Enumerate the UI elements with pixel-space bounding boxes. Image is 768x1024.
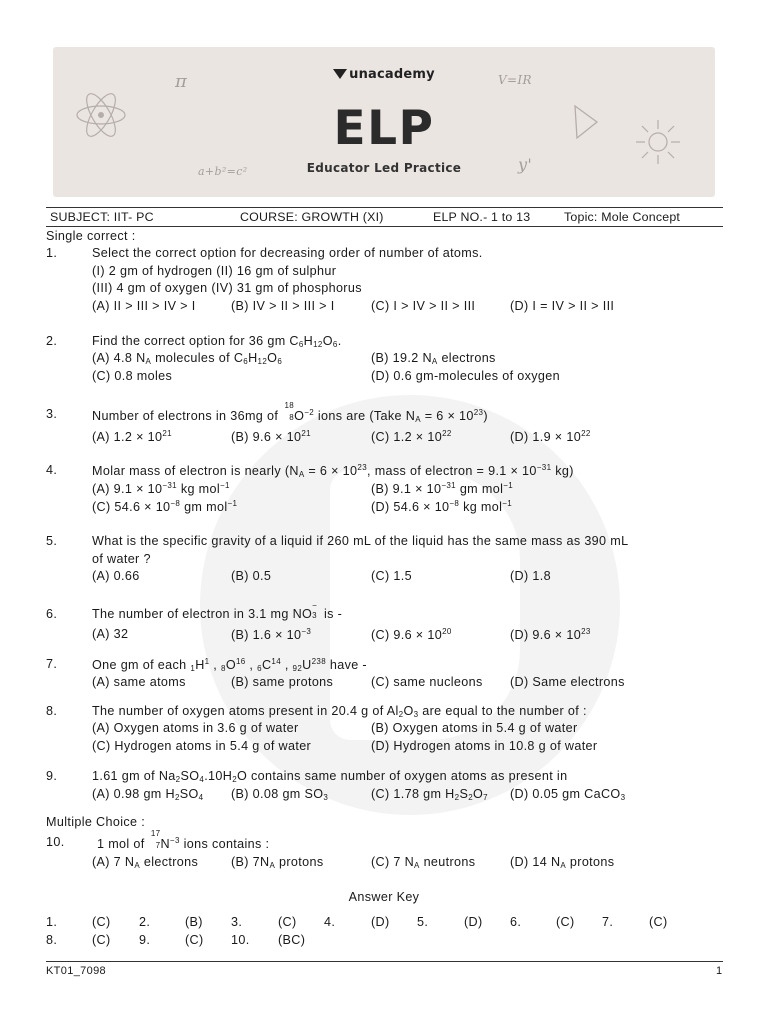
elp-subtitle: Educator Led Practice — [306, 161, 462, 175]
q10-option-c: (C) 7 $N_A$ neutrons — [371, 855, 476, 870]
q1-option-b: (B) IV > II > III > I — [231, 299, 335, 313]
q5-number: 5. — [46, 534, 58, 548]
deco-ohms-law: V=IR — [498, 73, 532, 87]
q8-option-d: (D) Hydrogen atoms in 10.8 g of water — [371, 739, 598, 753]
q8-option-b: (B) Oxygen atoms in 5.4 g of water — [371, 721, 578, 735]
q2-option-b: (B) 19.2 $N_A$ electrons — [371, 351, 496, 366]
q3-option-b: (B) $9.6 \times 10^{21}$ — [231, 429, 311, 444]
q3-option-a: (A) $1.2 \times 10^{21}$ — [92, 429, 172, 444]
q1-option-a: (A) II > III > IV > I — [92, 299, 196, 313]
deco-y-prime: y' — [518, 155, 533, 174]
q7-option-c: (C) same nucleons — [371, 675, 483, 689]
deco-formula: a+b²=c² — [198, 165, 248, 178]
q1-text: Select the correct option for decreasing order of number of atoms. — [92, 246, 483, 260]
elp-banner — [53, 47, 715, 197]
ak-q-num: 6. — [510, 915, 522, 929]
q6-option-c: (C) $9.6 \times 10^{20}$ — [371, 627, 452, 642]
section-multiple-choice: Multiple Choice : — [46, 815, 146, 829]
header-topic: Topic: Mole Concept — [564, 210, 681, 224]
q4-option-b: (B) $9.1 \times 10^{-31}$ gm mol$^{-1}$ — [371, 481, 514, 496]
ak-q-num: 2. — [139, 915, 151, 929]
ak-q-num: 10. — [231, 933, 250, 947]
q8-number: 8. — [46, 704, 58, 718]
q3-number: 3. — [46, 407, 58, 421]
q9-option-d: (D) 0.05 gm CaCO$_3$ — [510, 787, 626, 802]
ak-answer: (C) — [185, 933, 204, 947]
ak-q-num: 8. — [46, 933, 58, 947]
q1-number: 1. — [46, 246, 58, 260]
ak-answer: (B) — [185, 915, 203, 929]
elp-title: ELP — [333, 101, 435, 156]
ak-q-num: 1. — [46, 915, 58, 929]
q7-text: One gm of each $_1H^1$ , $_8O^{16}$ , $_6C^{14}$ , $_{92}U^{238}$ have - — [92, 657, 367, 673]
q5-option-c: (C) 1.5 — [371, 569, 412, 583]
q9-number: 9. — [46, 769, 58, 783]
q7-option-b: (B) same protons — [231, 675, 334, 689]
q5-option-d: (D) 1.8 — [510, 569, 551, 583]
q5-text: What is the specific gravity of a liquid if 260 mL of the liquid has the same mass as 390 mL — [92, 534, 629, 548]
q1-option-d: (D) I = IV > II > III — [510, 299, 615, 313]
q4-option-a: (A) $9.1 \times 10^{-31}$ kg mol$^{-1}$ — [92, 481, 230, 496]
brand-name: unacademy — [349, 67, 435, 82]
ak-answer: (C) — [92, 915, 111, 929]
ak-q-num: 7. — [602, 915, 614, 929]
ak-answer: (C) — [278, 915, 297, 929]
q7-option-d: (D) Same electrons — [510, 675, 625, 689]
q4-option-d: (D) $54.6 \times 10^{-8}$ kg mol$^{-1}$ — [371, 499, 513, 514]
q8-text: The number of oxygen atoms present in 20.4 g of $Al_2O_3$ are equal to the number of : — [92, 704, 587, 719]
q6-text: The number of electron in 3.1 mg NO − 3 is - — [92, 601, 343, 621]
q7-number: 7. — [46, 657, 58, 671]
ak-answer: (D) — [371, 915, 390, 929]
q5-option-b: (B) 0.5 — [231, 569, 272, 583]
q6-option-d: (D) $9.6 \times 10^{23}$ — [510, 627, 591, 642]
ak-q-num: 3. — [231, 915, 243, 929]
q10-option-a: (A) 7 $N_A$ electrons — [92, 855, 199, 870]
q2-option-a: (A) 4.8 $N_A$ molecules of $C_6H_{12}O_6$ — [92, 351, 283, 366]
q3-text: Number of electrons in 36mg of 18 8 $O^{-2}$ ions are (Take $N_A = 6 \times 10^{23}$) — [92, 401, 488, 424]
q1-option-c: (C) I > IV > II > III — [371, 299, 476, 313]
q8-option-c: (C) Hydrogen atoms in 5.4 g of water — [92, 739, 312, 753]
q7-option-a: (A) same atoms — [92, 675, 186, 689]
q9-option-a: (A) 0.98 gm $H_2SO_4$ — [92, 787, 204, 802]
q5-option-a: (A) 0.66 — [92, 569, 140, 583]
q5-line2: of water ? — [92, 552, 151, 566]
q6-option-b: (B) $1.6 \times 10^{-3}$ — [231, 627, 312, 642]
footer-code: KT01_7098 — [46, 965, 107, 977]
q10-option-b: (B) $7N_A$ protons — [231, 855, 324, 870]
ak-q-num: 9. — [139, 933, 151, 947]
deco-pi: π — [175, 71, 188, 92]
q3-option-d: (D) $1.9 \times 10^{22}$ — [510, 429, 591, 444]
answer-key-title: Answer Key — [348, 890, 420, 904]
header-elp-no: ELP NO.- 1 to 13 — [433, 210, 531, 224]
q6-option-a: (A) 32 — [92, 627, 129, 641]
q3-option-c: (C) $1.2 \times 10^{22}$ — [371, 429, 452, 444]
header-subject: SUBJECT: IIT- PC — [50, 210, 154, 224]
section-single-correct: Single correct : — [46, 229, 136, 243]
ak-answer: (D) — [464, 915, 483, 929]
q4-number: 4. — [46, 463, 58, 477]
footer-divider — [46, 961, 723, 962]
ak-answer: (C) — [556, 915, 575, 929]
q2-option-c: (C) 0.8 moles — [92, 369, 173, 383]
q6-number: 6. — [46, 607, 58, 621]
q10-option-d: (D) 14 $N_A$ protons — [510, 855, 615, 870]
ak-answer: (C) — [92, 933, 111, 947]
header-course: COURSE: GROWTH (XI) — [240, 210, 384, 224]
ak-q-num: 4. — [324, 915, 336, 929]
unacademy-logo — [53, 67, 715, 82]
q8-option-a: (A) Oxygen atoms in 3.6 g of water — [92, 721, 299, 735]
q1-line3: (III) 4 gm of oxygen (IV) 31 gm of phosphorus — [92, 281, 362, 295]
ak-q-num: 5. — [417, 915, 429, 929]
footer-page-number: 1 — [716, 965, 723, 977]
q9-option-b: (B) 0.08 gm $SO_3$ — [231, 787, 329, 802]
q10-number: 10. — [46, 835, 65, 849]
q2-number: 2. — [46, 334, 58, 348]
q4-text: Molar mass of electron is nearly ($N_A = 6 \times 10^{23}$, mass of electron = $9.1 \times 10^{-31}$ kg) — [92, 463, 574, 479]
q2-option-d: (D) 0.6 gm-molecules of oxygen — [371, 369, 560, 383]
unacademy-logo-icon — [333, 69, 347, 79]
q1-line2: (I) 2 gm of hydrogen (II) 16 gm of sulphur — [92, 264, 337, 278]
header-row — [46, 207, 723, 227]
q9-option-c: (C) 1.78 gm $H_2S_2O_7$ — [371, 787, 488, 802]
q2-text: Find the correct option for 36 gm $C_6H_{12}O_6$. — [92, 334, 342, 349]
q10-text: 1 mol of 17 7 $N^{-3}$ ions contains : — [97, 829, 270, 851]
ak-answer: (C) — [649, 915, 668, 929]
ak-answer: (BC) — [278, 933, 306, 947]
q4-option-c: (C) $54.6 \times 10^{-8}$ gm mol$^{-1}$ — [92, 499, 238, 514]
q9-text: 1.61 gm of $Na_2SO_4.10H_2O$ contains same number of oxygen atoms as present in — [92, 769, 568, 784]
